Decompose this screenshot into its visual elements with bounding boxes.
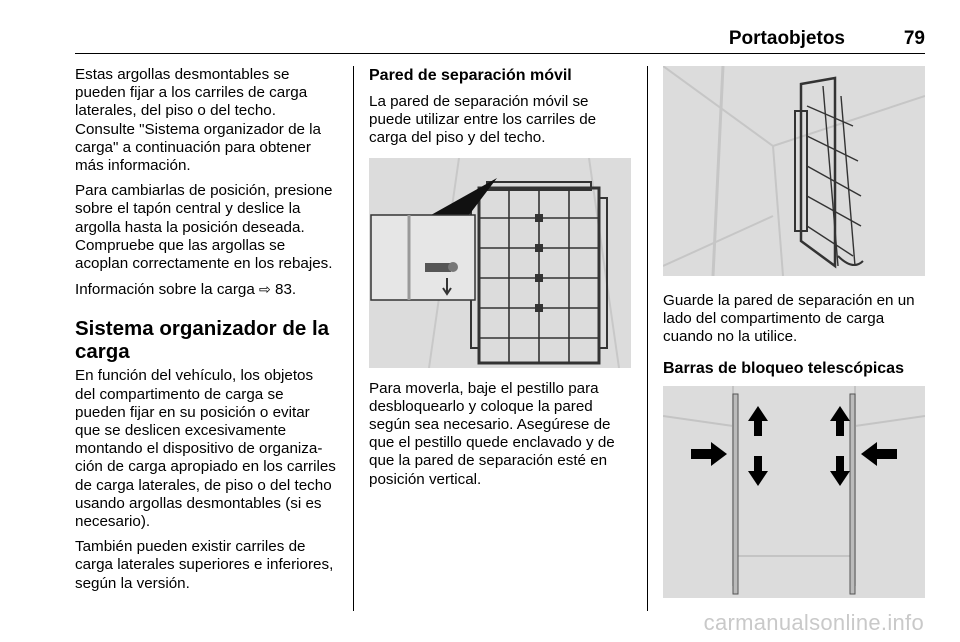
paragraph-text: Información sobre la carga (75, 281, 260, 299)
paragraph: Estas argollas desmontables se pueden fijar a los carriles de carga laterales, del piso o del techo. Consulte "Sistema organizador de la carga" a continuación para obtener más información. (75, 66, 321, 175)
partition-wall-figure (369, 158, 631, 368)
telescopic-bars-figure (663, 386, 925, 598)
paragraph: La pared de separación móvil se puede utilizar entre los carriles de carga del piso y del techo. (369, 93, 597, 147)
page-header (75, 28, 925, 52)
paragraph: También pueden existir carriles de carga laterales superiores e inferiores, según la versión. (75, 538, 334, 592)
partition-net-illustration (369, 158, 631, 368)
paragraph: En función del vehículo, los objetos del compartimento de carga se pueden fijar en su posición o evitar que se deslicen excesivamente montando el dispositivo de organización de carga apropiado en los carriles de carga laterales, de piso o del techo usando argollas desmontables (si es necesario). (75, 367, 336, 531)
telescopic-bars-illustration (663, 386, 925, 598)
stored-partition-figure (663, 66, 925, 276)
page-reference-link[interactable]: 83. (275, 281, 297, 299)
paragraph (75, 280, 337, 299)
subsection-heading: Pared de separación móvil (369, 67, 572, 84)
section-heading: Sistema organizador de la carga (75, 317, 330, 364)
column-1 (75, 66, 337, 600)
paragraph: Guarde la pared de separación en un lado del compartimento de carga cuando no la utilice. (663, 292, 915, 346)
page-number: 79 (903, 28, 925, 49)
section-title: Portaobjetos (728, 28, 845, 49)
column-divider (647, 66, 648, 611)
watermark: carmanualsonline.info (703, 610, 924, 635)
stored-net-illustration (663, 66, 925, 276)
header-rule (75, 53, 925, 54)
column-2 (369, 66, 631, 496)
column-divider (353, 66, 354, 611)
arrow-outline-icon: ⇨ (259, 281, 271, 298)
paragraph: Para cambiarlas de posición, presione sobre el tapón central y deslice la argolla hasta la posición deseada. Compruebe que las argollas se acoplan correctamente en los rebajes. (75, 182, 333, 273)
column-3 (663, 66, 925, 598)
paragraph: Para moverla, baje el pestillo para desbloquearlo y coloque la pared según sea necesario. Asegúrese de que el pestillo quede enclavado y de que la pared de separación esté en posición vertical. (369, 379, 615, 488)
subsection-heading: Barras de bloqueo telescópicas (663, 359, 904, 377)
